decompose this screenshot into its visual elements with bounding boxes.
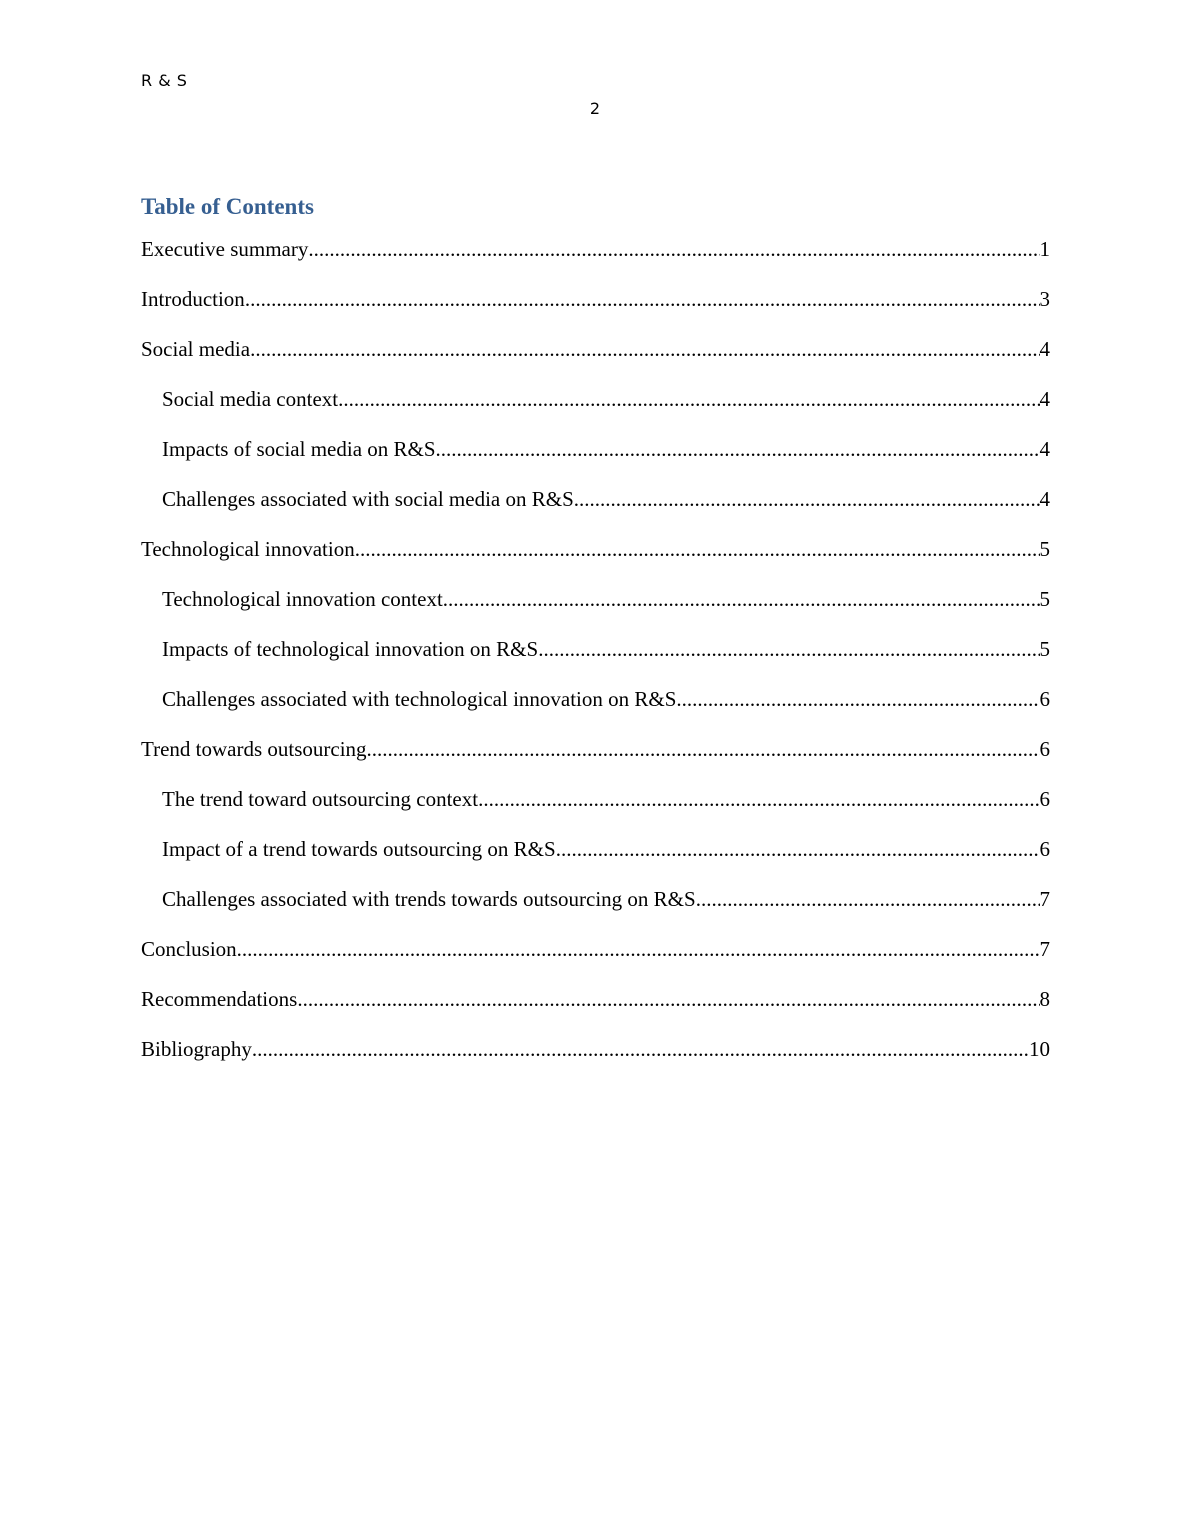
toc-entry-title: Challenges associated with social media on R&S [162, 487, 574, 511]
toc-entry-title: Executive summary [141, 237, 309, 261]
toc-entry-page: 6 [1039, 837, 1050, 861]
toc-entry-title: Social media [141, 337, 251, 361]
toc-dot-leader [478, 783, 1039, 815]
toc-dot-leader [436, 433, 1040, 465]
toc-entry-page: 7 [1039, 937, 1050, 961]
toc-dot-leader [338, 383, 1039, 415]
toc-entry-bibliography[interactable] [141, 1033, 1050, 1083]
toc-dot-leader [676, 683, 1039, 715]
toc-entry-title: Impact of a trend towards outsourcing on R&S [162, 837, 556, 861]
toc-entry-conclusion[interactable] [141, 933, 1050, 983]
toc-entry-title: Impacts of social media on R&S [162, 437, 436, 461]
toc-entry-social-media[interactable] [141, 333, 1050, 383]
toc-entry-page: 10 [1029, 1037, 1050, 1061]
toc-entry-impact-outsourcing[interactable] [141, 833, 1050, 883]
toc-entry-title: Recommendations [141, 987, 298, 1011]
toc-entry-recommendations[interactable] [141, 983, 1050, 1033]
toc-dot-leader [556, 833, 1040, 865]
toc-entry-page: 3 [1039, 287, 1050, 311]
page-number: 2 [589, 99, 601, 118]
toc-entry-technological-innovation[interactable] [141, 533, 1050, 583]
toc-entry-technological-innovation-context[interactable] [141, 583, 1050, 633]
toc-entry-title: Impacts of technological innovation on R&S [162, 637, 539, 661]
toc-entry-executive-summary[interactable] [141, 233, 1050, 283]
toc-entry-page: 1 [1039, 237, 1050, 261]
toc-dot-leader [538, 633, 1039, 665]
toc-entry-impacts-social-media[interactable] [141, 433, 1050, 483]
toc-entry-introduction[interactable] [141, 283, 1050, 333]
toc-entry-title: Bibliography [141, 1037, 252, 1061]
toc-entry-title: Social media context [162, 387, 339, 411]
toc-entry-title: Challenges associated with trends towards outsourcing on R&S [162, 887, 696, 911]
toc-dot-leader [443, 583, 1040, 615]
toc-entry-outsourcing-context[interactable] [141, 783, 1050, 833]
toc-entry-page: 4 [1039, 487, 1050, 511]
toc-entry-challenges-technological-innovation[interactable] [141, 683, 1050, 733]
toc-entry-page: 4 [1039, 337, 1050, 361]
toc-entry-page: 5 [1039, 637, 1050, 661]
toc-entry-page: 4 [1039, 437, 1050, 461]
toc-entry-page: 8 [1039, 987, 1050, 1011]
toc-dot-leader [367, 733, 1040, 765]
toc-entry-title: Challenges associated with technological innovation on R&S [162, 687, 677, 711]
toc-dot-leader [252, 1033, 1029, 1065]
toc-entry-page: 6 [1039, 687, 1050, 711]
toc-entry-title: Conclusion [141, 937, 237, 961]
toc-entry-page: 6 [1039, 787, 1050, 811]
toc-entry-challenges-outsourcing[interactable] [141, 883, 1050, 933]
toc-dot-leader [574, 483, 1040, 515]
toc-entry-page: 6 [1039, 737, 1050, 761]
toc-dot-leader [696, 883, 1040, 915]
toc-entry-trend-towards-outsourcing[interactable] [141, 733, 1050, 783]
toc-entry-social-media-context[interactable] [141, 383, 1050, 433]
running-head: R & S [141, 71, 188, 90]
toc-entry-title: Introduction [141, 287, 245, 311]
toc-dot-leader [237, 933, 1040, 965]
toc-dot-leader [308, 233, 1039, 265]
toc-entry-page: 5 [1039, 587, 1050, 611]
toc-entry-page: 5 [1039, 537, 1050, 561]
toc-entry-page: 4 [1039, 387, 1050, 411]
toc-entry-title: Technological innovation [141, 537, 355, 561]
toc-dot-leader [250, 333, 1039, 365]
toc-heading: Table of Contents [141, 194, 314, 219]
toc-entry-title: The trend toward outsourcing context [162, 787, 479, 811]
toc-dot-leader [355, 533, 1040, 565]
toc-entry-title: Trend towards outsourcing [141, 737, 367, 761]
toc-entry-title: Technological innovation context [162, 587, 443, 611]
toc-entry-challenges-social-media[interactable] [141, 483, 1050, 533]
toc-entry-page: 7 [1039, 887, 1050, 911]
toc-entry-impacts-technological-innovation[interactable] [141, 633, 1050, 683]
table-of-contents [141, 233, 1050, 1083]
toc-dot-leader [297, 983, 1039, 1015]
toc-dot-leader [245, 283, 1040, 315]
